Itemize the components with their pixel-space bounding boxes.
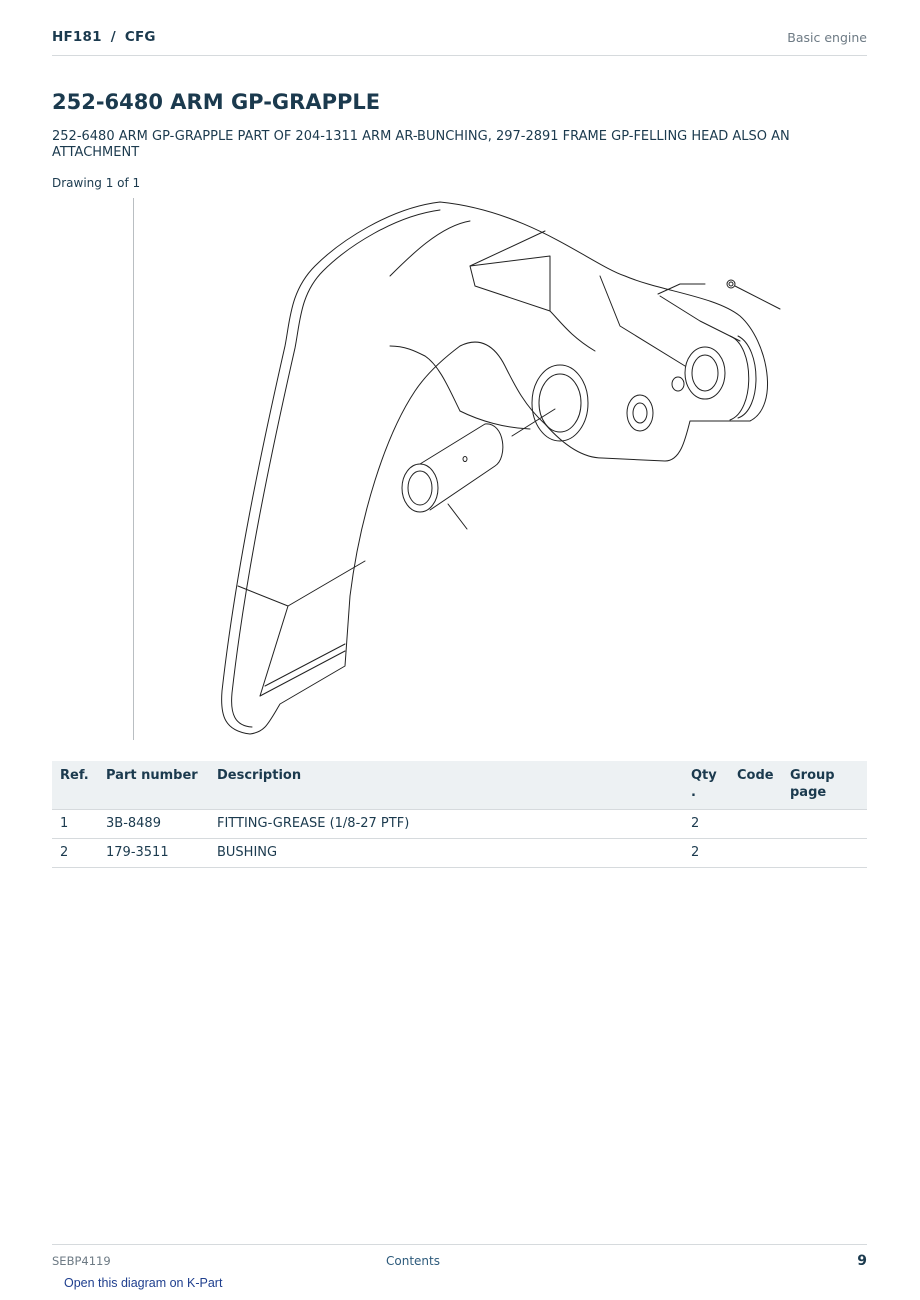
- page-header: [52, 26, 867, 56]
- header-part-number[interactable]: Part number: [98, 761, 209, 810]
- parts-diagram[interactable]: [140, 196, 867, 742]
- header-ref[interactable]: Ref.: [52, 761, 98, 810]
- grapple-arm-body: [222, 202, 768, 734]
- cell-part-number: 3B-8489: [98, 810, 209, 839]
- cell-qty: 2: [683, 810, 729, 839]
- header-qty[interactable]: Qty .: [683, 761, 729, 810]
- cell-group-page: [782, 839, 867, 868]
- cell-part-number: 179-3511: [98, 839, 209, 868]
- table-row[interactable]: [52, 810, 867, 839]
- cell-description: FITTING-GREASE (1/8-27 PTF): [209, 810, 683, 839]
- header-group-page[interactable]: Group page: [782, 761, 867, 810]
- drawing-divider: [133, 198, 134, 740]
- page-subtitle: 252-6480 ARM GP-GRAPPLE PART OF 204-1311 ARM AR-BUNCHING, 297-2891 FRAME GP-FELLING HEAD ALSO AN ATTACHMENT: [52, 129, 790, 160]
- variant-name: CFG: [124, 29, 156, 45]
- cell-code: [729, 839, 782, 868]
- contents-link[interactable]: Contents: [386, 1254, 440, 1268]
- page-footer: [52, 1244, 867, 1270]
- header-description[interactable]: Description: [209, 761, 683, 810]
- model-name: HF181: [52, 29, 102, 45]
- pin-boss-rear: [627, 336, 756, 431]
- header-code[interactable]: Code: [729, 761, 782, 810]
- table-header-row: [52, 761, 867, 810]
- cell-ref: 2: [52, 839, 98, 868]
- bushing-lower: [402, 424, 503, 529]
- cell-code: [729, 810, 782, 839]
- cell-description: BUSHING: [209, 839, 683, 868]
- parts-table: [52, 761, 867, 868]
- page-title: 252-6480 ARM GP-GRAPPLE: [52, 90, 381, 114]
- breadcrumb: [52, 29, 156, 45]
- page-number: 9: [857, 1253, 867, 1269]
- section-label: Basic engine: [787, 30, 867, 45]
- breadcrumb-separator: /: [110, 29, 116, 45]
- table-row[interactable]: [52, 839, 867, 868]
- document-id: SEBP4119: [52, 1254, 111, 1268]
- cell-group-page: [782, 810, 867, 839]
- open-in-kpart-link[interactable]: Open this diagram on K-Part: [64, 1276, 223, 1290]
- cell-qty: 2: [683, 839, 729, 868]
- cell-ref: 1: [52, 810, 98, 839]
- drawing-counter: Drawing 1 of 1: [52, 176, 141, 190]
